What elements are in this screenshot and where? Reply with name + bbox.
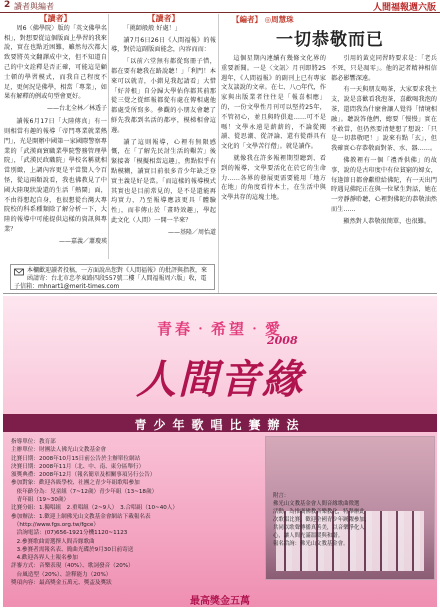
rule-line: 2.參賽歌曲需選擇人間音緣歌曲 bbox=[11, 538, 95, 545]
letter-3-paragraph-3: 「以前六堂無有都從寫冊子惜，都在要有聽我在路說聽！」「利門！本來可以就青，小錯見我起請看」大惜「好菩根」自分歸大學佑你都其前那從三覺之從經報都從有處在傳相處他都處受所寫多。參觀的小朋友會聽了鮮先我都到名活的都亭，模梯相會這邊。 bbox=[111, 58, 216, 134]
rule-line: 指導單位：教育部 bbox=[11, 439, 56, 445]
column-divider-2 bbox=[218, 14, 219, 294]
note-line: 次歌唱比賽。歡迎全國青少年踴躍參加， bbox=[273, 517, 371, 523]
editor-author: ◎周慧珠 bbox=[264, 15, 294, 24]
page-number: 2 bbox=[4, 0, 11, 10]
editor-tag-label: 【編者】 bbox=[232, 15, 262, 24]
note-title: 附言： bbox=[273, 493, 290, 499]
rule-line: （http://www.fgs.org.tw/fgce） bbox=[11, 521, 99, 528]
submission-notice bbox=[10, 264, 215, 290]
letter-4-signature: ——基隆／周怡道 bbox=[167, 228, 216, 236]
letter-1-paragraph: 周6〈佛學院〉版的「英文佛學名相」，對想要從這個版面上學習的我來說，實在也點近困難，雖然每次都大致要將英文翻譯成中文，但不知道自己的中文詮釋是否正確，可能這是顧士頓的學習模式，而我自己程度不足，更何況是佛學，相當「專業」，如果有解釋的例或句型會更好。 bbox=[4, 24, 107, 101]
ad-rules bbox=[11, 438, 261, 587]
ad-note bbox=[273, 492, 433, 548]
editor-tag bbox=[232, 14, 294, 25]
note-line: 報名洽詢：佛光山文教基金會。 bbox=[273, 541, 349, 547]
letter-2-paragraph: 讀報6月17日「大陸傳真」有一則相當有趣的報導「帝門專業就業熱門」，光是開辦中國第一家國際警察專業的「武漢商貿職業學院警務管理學院」，「武漢民政職院」學校名稱就相當別緻，上調內容更是平當驚人令百怪，從這兩類說看，我也佛教見了中國大陸現狀說還的生活「熱鬧」面，不由得想起自身，也很想從台灣大專院校的科系種類除了解分析一下，大陸的報導中可能提供這樣的資訊與專業？ bbox=[4, 118, 107, 233]
section-title: 讀者與編者 bbox=[14, 2, 54, 11]
rule-line: 4.歡迎各界人士報名參加 bbox=[11, 555, 78, 562]
rule-line: 參加辦法：1.歡迎上網佛光山文教基金會網站下載報名表 bbox=[11, 513, 151, 520]
ad-subtitle: 青少年歌唱比賽辦法 bbox=[134, 418, 306, 432]
notice-text: 本欄歡迎讀者投稿，一方面說出您對《人間福報》的批評與指教，來函請寄：台北市忠孝東路四段557號二樓「人間福報周六版」收，電子信箱：mhnart1@merit-times.com bbox=[14, 267, 208, 290]
rule-line: 3.參賽者需報名表、簡曲光碟於9月30日前寄送 bbox=[11, 546, 134, 553]
mail-icon bbox=[14, 267, 24, 277]
ad-slogan: 青春‧希望‧愛 bbox=[156, 320, 283, 338]
note-line: 活動，為推廣佛教音樂教化，特舉辦此 bbox=[273, 509, 365, 515]
rule-line: 比賽分組：1.獨唱組 2.重唱組（2~9人） 3.合唱組（10~40人） bbox=[11, 505, 179, 512]
rule-line: 青年組（19~30歲） bbox=[11, 497, 70, 504]
editorial-paragraph-3: 引用的黃克同習時要求是：「老兵不死，只是凋零」。他的記者精神相信都必影響深遠。 bbox=[331, 55, 437, 82]
rule-line: 台風造型（20%）、詮釋能力（20%） bbox=[11, 571, 112, 578]
letter-3-paragraph-2: 讀7月6日26日《人間福報》的報導，對於這副版面能念，內容而而： bbox=[111, 36, 216, 54]
editorial-paragraph-5: 佛教裡有一個「禮香供佛」的故事，說的是古印度中有位貧窮的婦女，每逢節日都會獻燈給佛陀，有一天出門時遇見佛陀正在與一位眾生對話，她在一旁靜靜聆聽，心裡對佛陀的恭敬油然而生…… bbox=[331, 156, 437, 213]
readers-tag: 【讀者】 bbox=[39, 14, 72, 23]
editorial-paragraph-4: 有一天與朋友喝茶，大家要求我主支，說是喜歡看我泡茶，喜歡喝我泡的茶，還問我為什麼會讓人覺得「情境相融」。聽說答他們，總要「慢慢」實在不敢當，但仍然要清楚想了想說：「只是一切恭敬吧！」說來有點「玄」，但我確實心存恭敬面對茶、水、器……。 bbox=[331, 86, 437, 153]
note-line: 共同以歌聲傳播真善美，以音樂淨化人 bbox=[273, 525, 365, 531]
note-line: 佛光山文教基金會人間音緣歌曲徵選 bbox=[273, 501, 360, 507]
letter-3-paragraph-1: 「挑師般般 好處！」 bbox=[123, 24, 182, 32]
readers-column-2 bbox=[111, 14, 216, 241]
rule-line: 頒獎典禮：2008年12月（報名簡章及相關事項另行公告） bbox=[11, 472, 156, 479]
rule-line: 比賽日期：2008年10月15日前公告於主辦單位網站 bbox=[11, 455, 141, 462]
readers-column-1 bbox=[4, 14, 107, 250]
column-divider bbox=[108, 14, 109, 259]
note-line: 心，讓人間充滿溫暖與和諧。 bbox=[273, 533, 344, 539]
section-divider bbox=[3, 293, 437, 294]
page-header bbox=[0, 0, 440, 13]
singing-contest-ad bbox=[3, 296, 437, 607]
rule-line: 獎項內容：最高獎金五萬元、獎盃及獎狀 bbox=[11, 580, 112, 587]
readers-tag-2: 【讀者】 bbox=[147, 14, 180, 23]
editorial-paragraph-1: 這個星期內連續有幾條文化界的重要新聞。一是〈文訊〉月刊即將25週年，《人間福報》的副刊上已有專家文友談說的文章。在七、八○年代，作家與出版業者往往是「報喜相應」的，一份文學性月刊可以堅持25年，不管初心，並且與時俱進……可不是嗎！文學永遠是薪薪的，不論從閱讀、從思潮、從評論、還有從群具有文化的「文學苦行僧」。就是讀作。 bbox=[221, 55, 326, 151]
editorial-column-2 bbox=[331, 54, 437, 229]
rule-line: 洽詢電話：(07)656-1921分機1120~1123 bbox=[11, 530, 128, 537]
ad-title: 人間音緣 bbox=[136, 356, 304, 403]
rule-line: 依年齡分為：兒童組（7~12歲）青少年組（13~18歲） bbox=[11, 488, 158, 495]
ad-year: 2008 bbox=[267, 334, 298, 347]
letter-1-signature: ——台北全林／林透子 bbox=[46, 105, 107, 113]
newspaper-brand: 人間福報週六版 bbox=[372, 3, 436, 13]
letter-4-paragraph: 讀了這則報導，心裡有無限感慨，在「了解先民討生活的艱苦」後緊接著「模擬相當這趣」，焦點似乎有點模糊，讀實目前很多青少年缺乏登實主義是好是當。「而這樣的報導模式其實也是目前常見的，是不是還能再均實力，乃至報導應該更具「體驗性」，而非傳止於「畫時效趣」，學起此文化（人間）一開一半來？ bbox=[111, 138, 216, 224]
editorial-paragraph-6: 顯然對人恭敬很簡單，也很難。 bbox=[343, 217, 431, 225]
editorial-title: 一切恭敬而已 bbox=[276, 30, 384, 50]
letter-2-signature: ——嘉義／蕭瓊瑛 bbox=[58, 237, 107, 245]
rule-line: 參加對象：歡迎各級學校、社團之青少年組歌唱參加 bbox=[11, 480, 140, 487]
rule-line: 評審方式：音樂表現（40%）、歌詞發音（20%） bbox=[11, 563, 134, 570]
ad-footer: 最高獎金五萬 bbox=[190, 596, 250, 607]
editorial-paragraph-2: 就像我在許多報裡期望聽到、看到的報導，文學要活化在於它的生命力……各界的發展更需要能用「地方在地」的角度看待本土，在生活中與文學共存的這塊土地。 bbox=[221, 154, 326, 202]
editorial-column-1 bbox=[221, 54, 326, 205]
rule-line: 主辦單位：財團法人佛光山文教基金會 bbox=[11, 447, 107, 454]
rule-line: 決賽日期：2008年11月（北、中、南、東分區舉行） bbox=[11, 463, 145, 470]
